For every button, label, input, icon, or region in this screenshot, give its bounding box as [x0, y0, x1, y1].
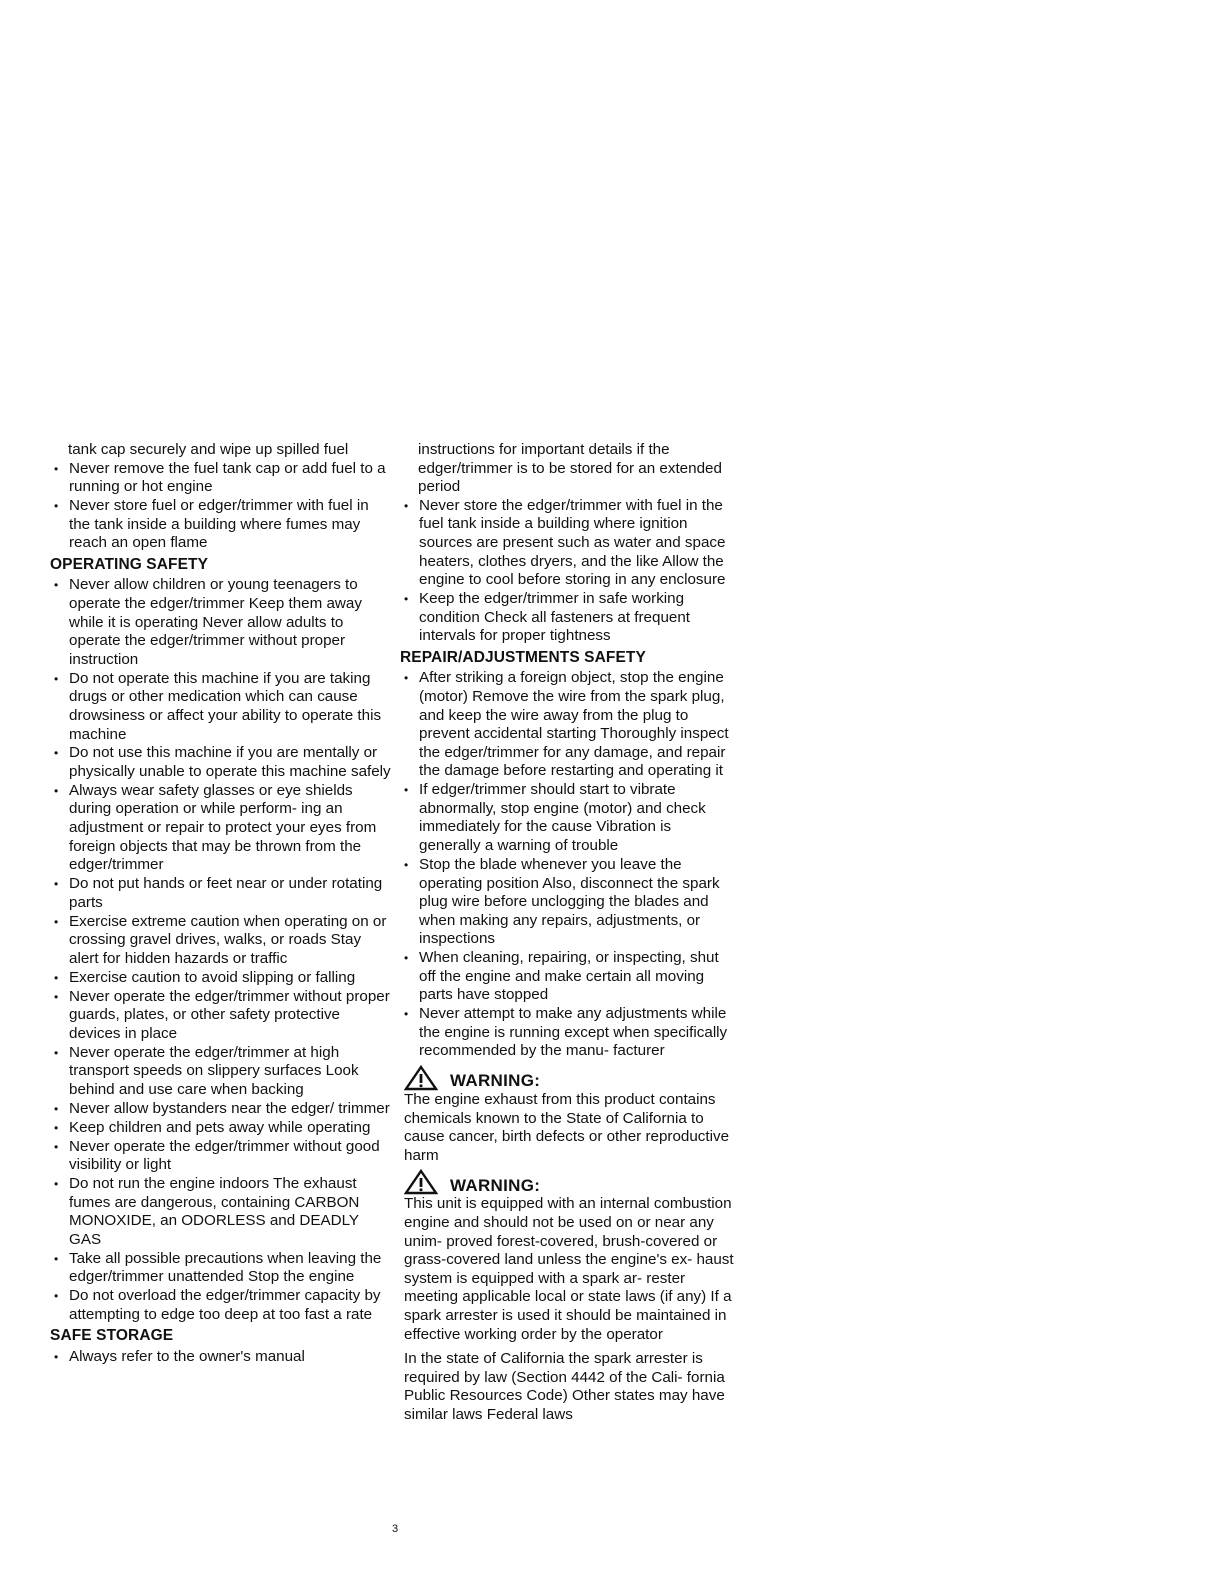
safe-storage-list-left: [50, 1348, 392, 1367]
list-item: • Do not run the engine indoors The exhaust fumes are dangerous, containing CARBON MONOXIDE, an ODORLESS and DEADLY GAS: [50, 1175, 392, 1249]
warning-exhaust-text: The engine exhaust from this product contains chemicals known to the State of California to cause cancer, birth defects or other reproductive harm: [404, 1091, 730, 1164]
list-item: • Never operate the edger/trimmer without proper guards, plates, or other safety protective devices in place: [50, 988, 392, 1044]
repair-adjustments-heading: REPAIR/ADJUSTMENTS SAFETY: [400, 648, 646, 666]
warning-label: WARNING:: [450, 1071, 541, 1091]
list-item: • Exercise extreme caution when operating on or crossing gravel drives, walks, or roads Stay alert for hidden hazards or traffic: [50, 913, 392, 969]
list-item: • Always wear safety glasses or eye shields during operation or while perform- ing an adjustment or repair to protect your eyes from foreign objects that may be thrown from the edger/trimmer: [50, 782, 392, 875]
list-item: • Exercise caution to avoid slipping or falling: [50, 969, 392, 988]
left-column: [50, 441, 392, 1367]
warning-label: WARNING:: [450, 1175, 541, 1195]
page-number: 3: [392, 1523, 399, 1535]
list-item: • Do not operate this machine if you are taking drugs or other medication which can cause drowsiness or affect your ability to operate this machine: [50, 670, 392, 744]
fuel-safety-list: [50, 460, 392, 553]
list-item: • Stop the blade whenever you leave the operating position Also, disconnect the spark plug wire before unclogging the blades and when making any repairs, adjustments, or inspections: [400, 856, 735, 949]
list-item: • Never store the edger/trimmer with fuel in the fuel tank inside a building where ignition sources are present such as water and space heaters, clothes dryers, and the like Allow the engine to cool before storing in any enclosure: [400, 497, 735, 590]
list-item: • Never operate the edger/trimmer at high transport speeds on slippery surfaces Look behind and use care when backing: [50, 1044, 392, 1100]
list-item: • Always refer to the owner's manual: [50, 1348, 392, 1367]
warning-spark-arrester-text: This unit is equipped with an internal combustion engine and should not be used on or near any unim- proved forest-covered, brush-covered or grass-covered land unless the engine's ex- haust system is equipped with a spark ar- rester meeting applicable local or state laws (if any) If a spark arrester is used it should be maintained in effective working order by the operator: [404, 1195, 734, 1343]
operating-safety-list: [50, 576, 392, 1324]
list-item: • When cleaning, repairing, or inspecting, shut off the engine and make certain all moving parts have stopped: [400, 949, 735, 1005]
safe-storage-list-right: [400, 497, 735, 646]
list-item: • If edger/trimmer should start to vibrate abnormally, stop engine (motor) and check immediately for the cause Vibration is generally a warning of trouble: [400, 781, 735, 855]
list-item: • Keep children and pets away while operating: [50, 1119, 392, 1138]
warning-triangle-icon: [404, 1169, 438, 1195]
list-item: • Do not put hands or feet near or under rotating parts: [50, 875, 392, 912]
warning-exhaust-block: [404, 1065, 735, 1165]
list-item: • Never attempt to make any adjustments while the engine is running except when specifically recommended by the manu- facturer: [400, 1005, 735, 1061]
warning-triangle-icon: [404, 1065, 438, 1091]
list-item: • Never allow children or young teenagers to operate the edger/trimmer Keep them away while it is operating Never allow adults to operate the edger/trimmer without proper instruction: [50, 576, 392, 669]
safe-storage-heading: SAFE STORAGE: [50, 1327, 174, 1345]
list-item: • Never store fuel or edger/trimmer with fuel in the tank inside a building where fumes may reach an open flame: [50, 497, 392, 553]
list-item: • After striking a foreign object, stop the engine (motor) Remove the wire from the spark plug, and keep the wire away from the plug to prevent accidental starting Thoroughly inspect the edger/trimmer for any damage, and repair the damage before restarting and operating it: [400, 669, 735, 781]
list-item: • Never allow bystanders near the edger/ trimmer: [50, 1100, 392, 1119]
list-item: • Keep the edger/trimmer in safe working condition Check all fasteners at frequent intervals for proper tightness: [400, 590, 735, 646]
right-column: [400, 441, 735, 1425]
warning-spark-arrester-block: [404, 1169, 735, 1344]
left-continuation-text: tank cap securely and wipe up spilled fuel: [68, 441, 349, 458]
operating-safety-heading: OPERATING SAFETY: [50, 555, 209, 573]
list-item: • Never remove the fuel tank cap or add fuel to a running or hot engine: [50, 460, 392, 497]
list-item: • Do not overload the edger/trimmer capacity by attempting to edge too deep at too fast a rate: [50, 1287, 392, 1324]
right-continuation-text: instructions for important details if the edger/trimmer is to be stored for an extended period: [418, 441, 722, 496]
list-item: • Never operate the edger/trimmer without good visibility or light: [50, 1138, 392, 1175]
california-law-paragraph: In the state of California the spark arrester is required by law (Section 4442 of the Cali- fornia Public Resources Code) Other states may have similar laws Federal laws: [404, 1350, 725, 1423]
list-item: • Take all possible precautions when leaving the edger/trimmer unattended Stop the engine: [50, 1250, 392, 1287]
list-item: • Do not use this machine if you are mentally or physically unable to operate this machine safely: [50, 744, 392, 781]
repair-adjustments-list: [400, 669, 735, 1061]
